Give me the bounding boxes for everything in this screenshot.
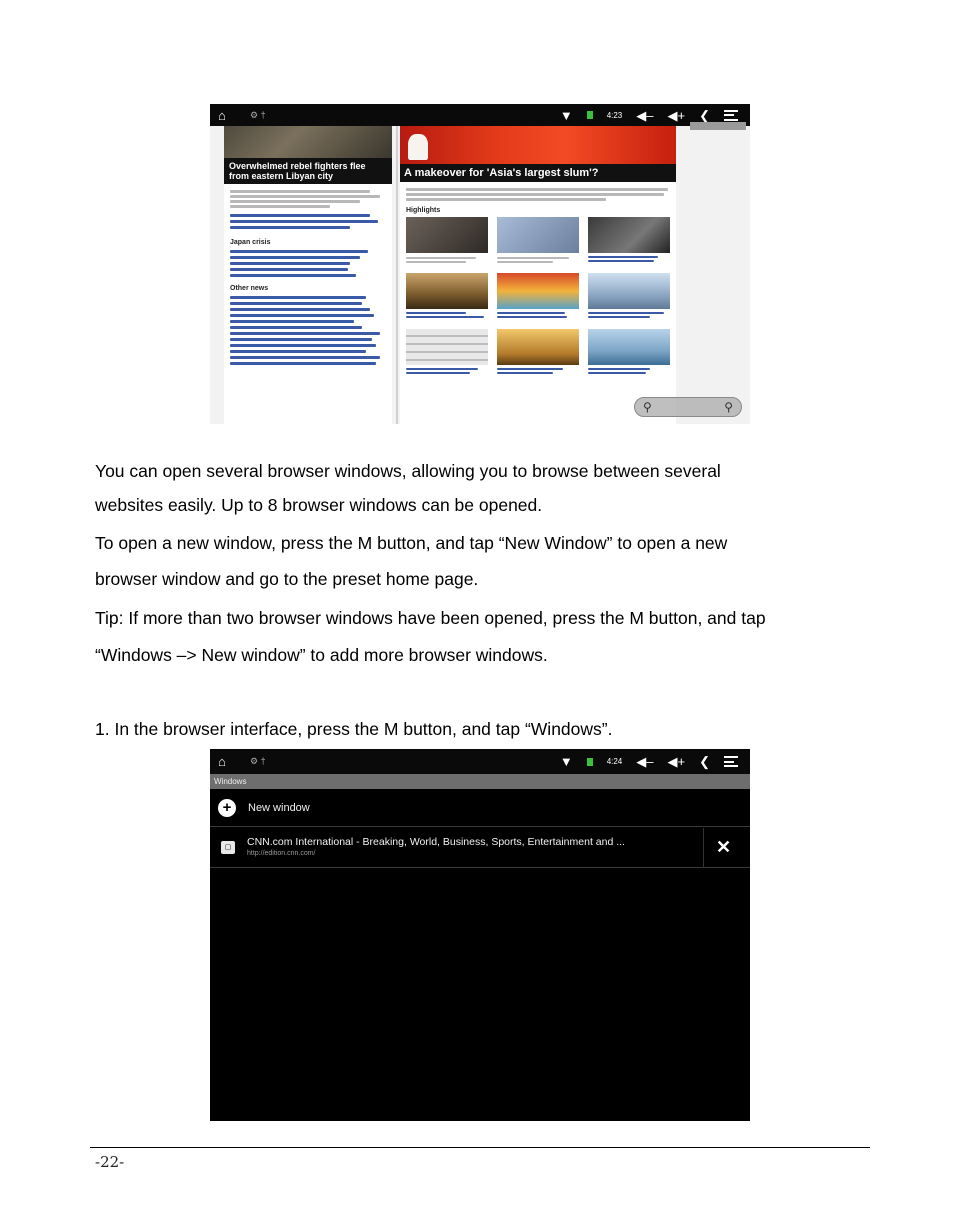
status-bar — [210, 104, 750, 126]
left-headline[interactable]: Overwhelmed rebel fighters flee from eastern Libyan city — [224, 158, 392, 184]
volume-down-icon[interactable]: ◀– — [636, 754, 654, 769]
highlight-item[interactable] — [497, 217, 579, 267]
menu-icon[interactable] — [724, 110, 738, 121]
highlight-item[interactable] — [588, 273, 670, 323]
paragraph-2-line-1: To open a new window, press the M button, and tap “New Window” to open a new — [95, 533, 728, 553]
step-1-text: 1. In the browser interface, press the M button, and tap “Windows”. — [95, 719, 613, 739]
home-icon[interactable]: ⌂ — [218, 107, 226, 123]
clock: 4:24 — [606, 757, 623, 766]
highlight-item[interactable] — [406, 273, 488, 323]
windows-screenshot — [210, 749, 750, 1121]
new-window-row[interactable] — [210, 789, 750, 827]
volume-up-icon[interactable]: ◀+ — [667, 754, 686, 769]
paragraph-1-line-2: websites easily. Up to 8 browser windows can be opened. — [95, 495, 543, 515]
page-number: -22- — [95, 1153, 125, 1171]
ad-box — [690, 122, 746, 130]
japan-section-title: Japan crisis — [230, 239, 271, 246]
volume-up-icon[interactable]: ◀+ — [667, 107, 686, 123]
news-photo — [224, 126, 392, 158]
hero-photo — [400, 126, 676, 164]
paragraph-1-line-1: You can open several browser windows, allowing you to browse between several — [95, 461, 721, 481]
new-window-label: New window — [248, 801, 310, 814]
highlight-item[interactable] — [497, 329, 579, 379]
highlight-item[interactable] — [497, 273, 579, 323]
zoom-controls[interactable] — [634, 397, 742, 417]
highlight-item[interactable] — [406, 217, 488, 267]
usb-icon: ⚙ † — [250, 109, 266, 120]
home-icon[interactable]: ⌂ — [218, 754, 226, 769]
battery-icon — [587, 758, 593, 766]
clock: 4:23 — [606, 110, 623, 120]
status-bar — [210, 749, 750, 774]
highlight-item[interactable] — [588, 329, 670, 379]
left-blurb — [224, 184, 392, 234]
highlights-label: Highlights — [406, 207, 441, 214]
other-news-title: Other news — [230, 285, 269, 292]
close-icon[interactable]: ✕ — [716, 837, 732, 857]
highlight-item[interactable] — [588, 217, 670, 267]
favicon-icon: ▢ — [221, 841, 235, 854]
news-main-column — [400, 126, 676, 424]
highlights-grid — [400, 217, 676, 379]
main-headline[interactable]: A makeover for 'Asia's largest slum'? — [400, 164, 676, 182]
column-divider — [396, 126, 398, 424]
usb-icon: ⚙ † — [250, 756, 266, 766]
other-news-links[interactable] — [224, 296, 392, 365]
volume-down-icon[interactable]: ◀– — [636, 107, 654, 123]
zoom-in-icon[interactable]: ⚲ — [724, 400, 733, 414]
wifi-icon: ▼ — [559, 754, 573, 769]
paragraph-3-line-1: Tip: If more than two browser windows have been opened, press the M button, and tap — [95, 608, 766, 628]
japan-links[interactable] — [224, 250, 392, 277]
row-separator — [703, 828, 704, 868]
footer-rule — [90, 1147, 870, 1148]
main-blurb — [400, 182, 676, 201]
wifi-icon: ▼ — [559, 107, 573, 123]
window-tab-row[interactable] — [210, 828, 750, 868]
zoom-out-icon[interactable]: ⚲ — [643, 400, 652, 414]
tab-title: CNN.com International - Breaking, World, Business, Sports, Entertainment and ... — [247, 836, 625, 848]
back-icon[interactable]: ❮ — [699, 107, 710, 123]
news-left-column — [224, 126, 392, 424]
tab-url: http://edition.cnn.com/ — [247, 850, 316, 857]
back-icon[interactable]: ❮ — [699, 754, 710, 769]
highlight-item[interactable] — [406, 329, 488, 379]
browser-screenshot — [210, 104, 750, 424]
plus-icon: + — [218, 799, 236, 817]
battery-icon — [587, 111, 593, 119]
paragraph-3-line-2: “Windows –> New window” to add more browser windows. — [95, 645, 548, 665]
menu-icon[interactable] — [724, 756, 738, 767]
windows-header: Windows — [210, 774, 750, 789]
paragraph-2-line-2: browser window and go to the preset home page. — [95, 569, 479, 589]
